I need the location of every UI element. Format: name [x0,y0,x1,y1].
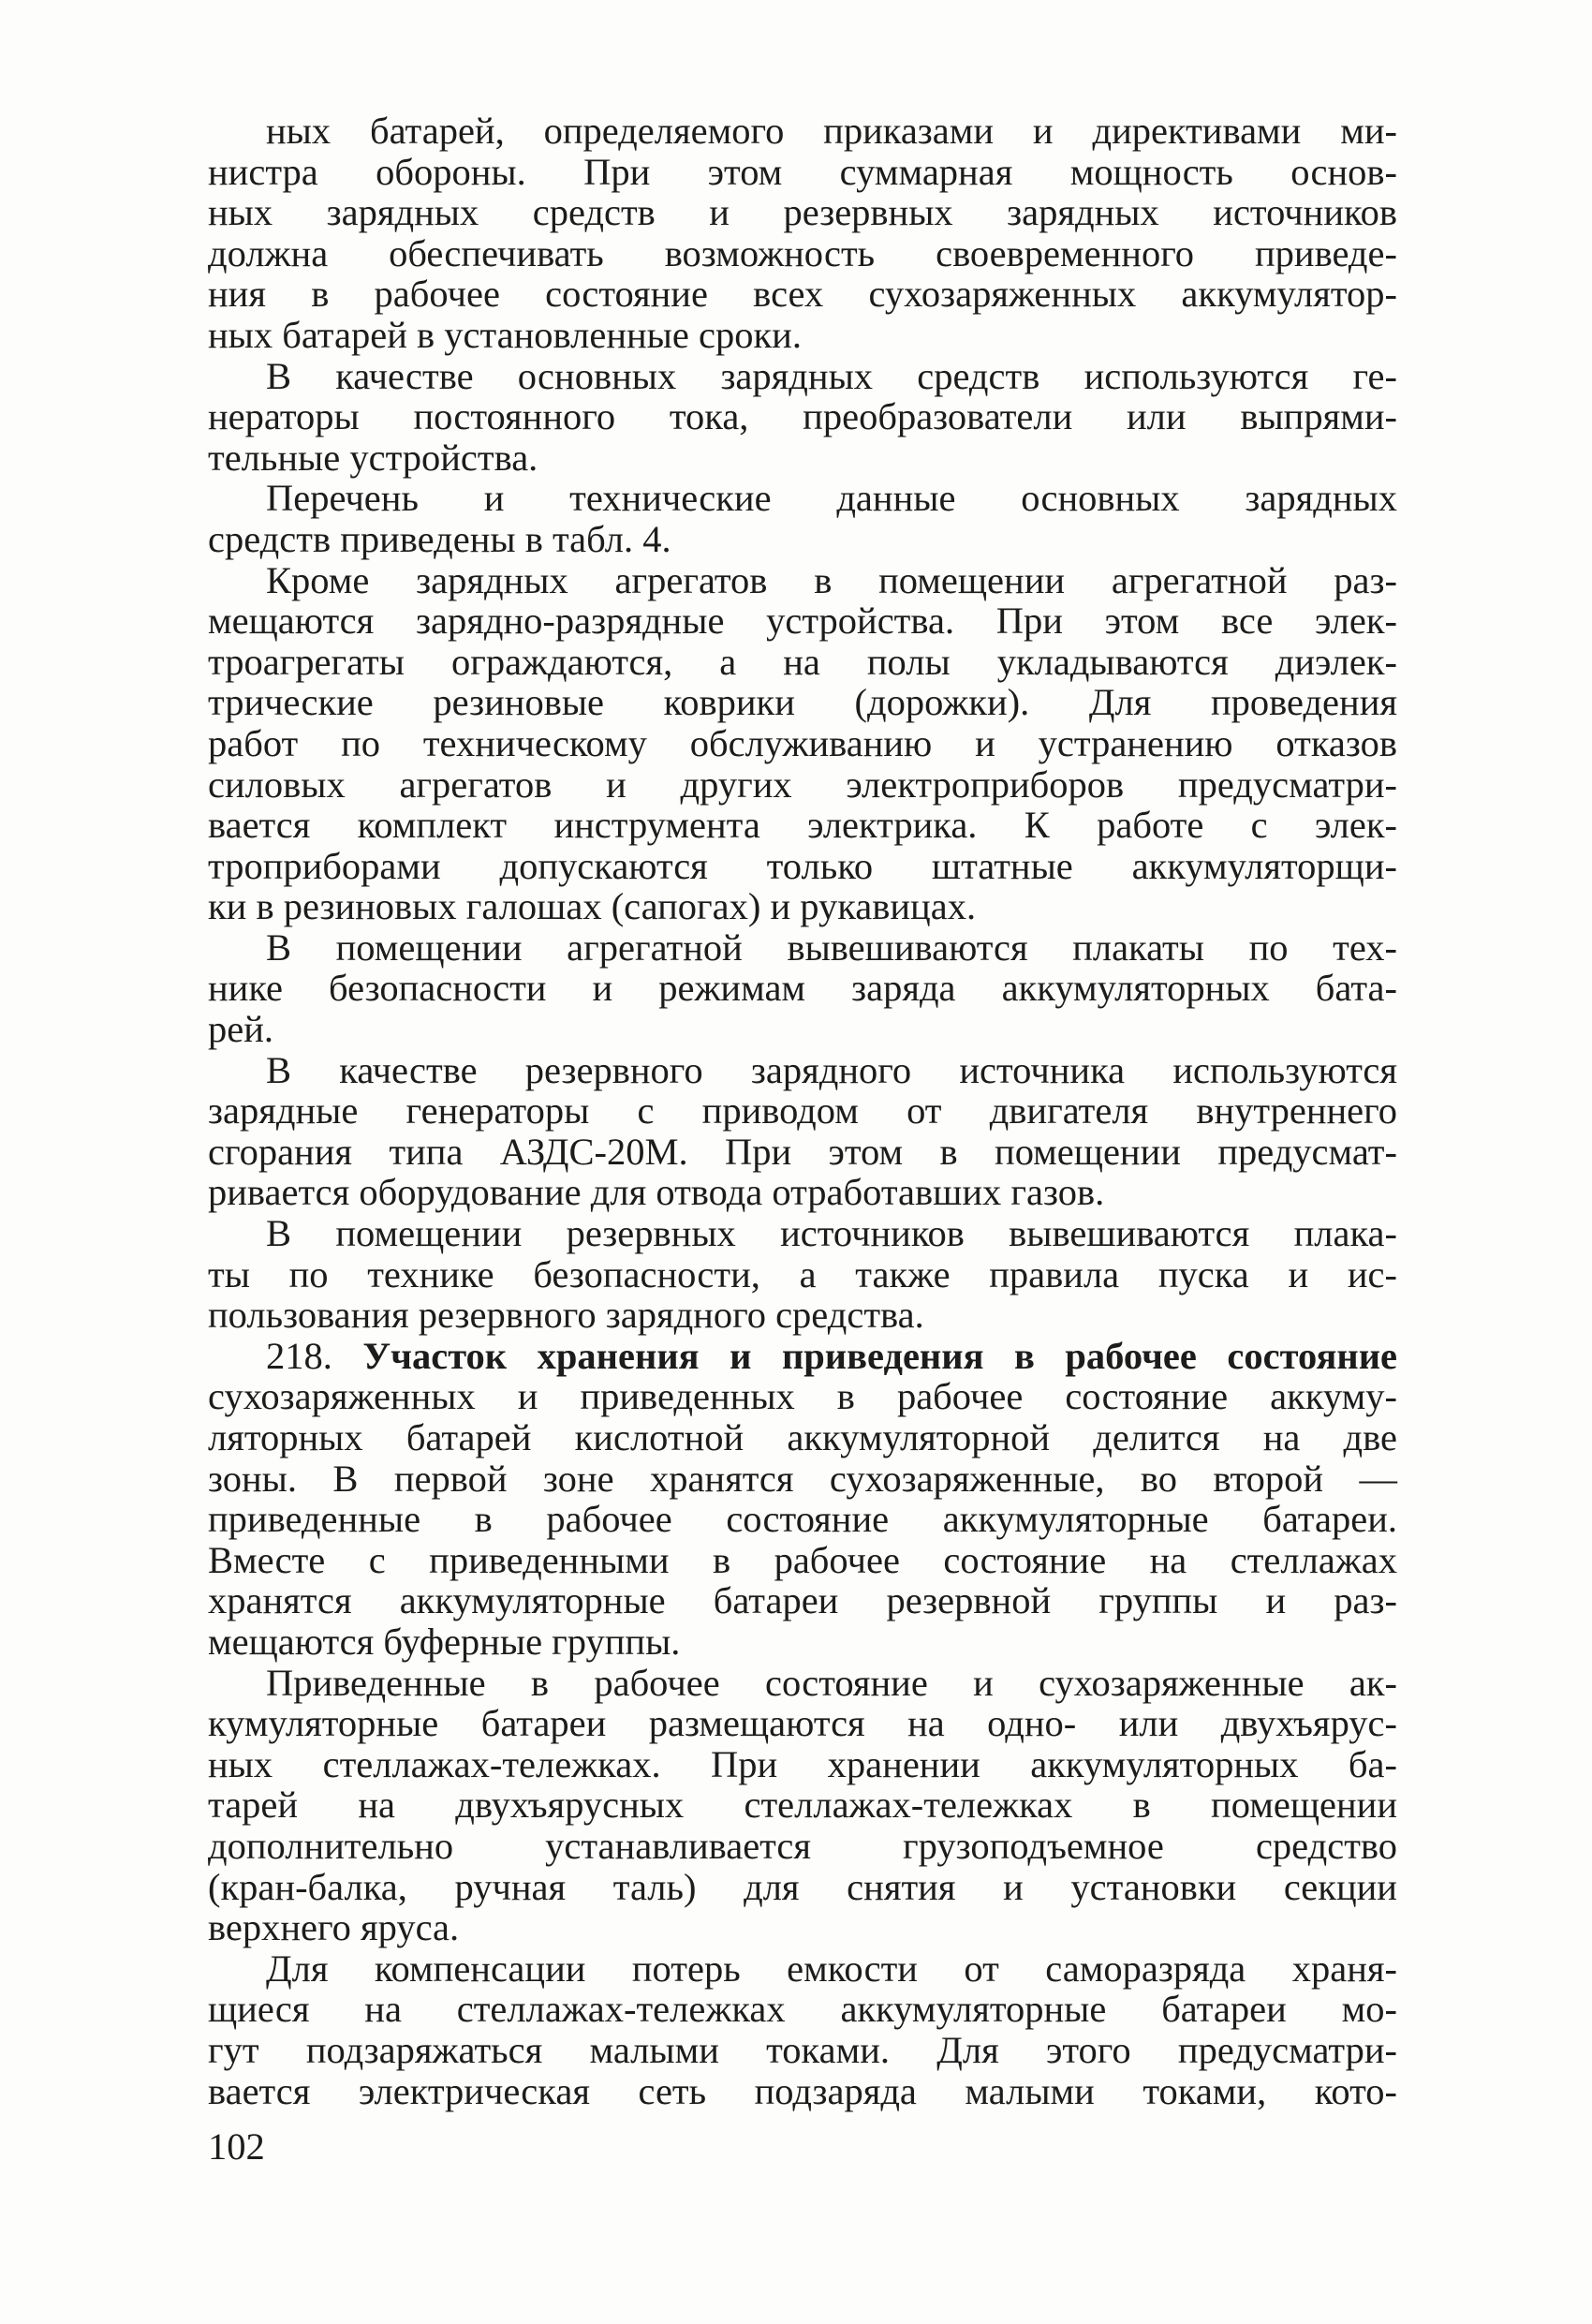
text-line: ных зарядных средств и резервных зарядных источников [208,191,1397,234]
text-line: ки в резиновых галошах (сапогах) и рукавицах. [208,885,977,928]
text-line: В качестве основных зарядных средств используются ге- [266,354,1397,397]
text-line: сгорания типа АЗДС-20М. При этом в помещении предусмат- [208,1130,1397,1173]
text-line: вается комплект инструмента электрика. К работе с элек- [208,804,1397,847]
text-line: работ по техническому обслуживанию и устранению отказов [208,721,1397,764]
text-line: нистра обороны. При этом суммарная мощность основ- [208,150,1397,193]
paragraph [208,927,1397,1050]
text-line: ных батарей, определяемого приказами и директивами ми- [266,110,1397,152]
text-line: мещаются зарядно-разрядные устройства. При этом все элек- [208,600,1397,643]
text-line: зоны. В первой зоне хранятся сухозаряженные, во второй — [208,1457,1397,1500]
text-line: дополнительно устанавливается грузоподъемное средство [208,1824,1397,1867]
text-line: ривается оборудование для отвода отработавших газов. [208,1171,1105,1214]
text-line: ния в рабочее состояние всех сухозаряженных аккумулятор- [208,273,1397,316]
text-line: приведенные в рабочее состояние аккумуляторные батареи. [208,1498,1397,1541]
text-line: зарядные генераторы с приводом от двигателя внутреннего [208,1089,1397,1132]
text-line: сухозаряженных и приведенных в рабочее состояние аккуму- [208,1375,1397,1418]
text-line: Вместе с приведенными в рабочее состояние на стеллажах [208,1538,1397,1581]
text-line: Перечень и технические данные основных зарядных [266,477,1397,520]
text-line: Приведенные в рабочее состояние и сухозаряженные ак- [266,1661,1397,1704]
text-line: средств приведены в табл. 4. [208,517,671,560]
text-line: верхнего яруса. [208,1906,460,1949]
text-line: Кроме зарядных агрегатов в помещении агрегатной раз- [266,558,1397,601]
text-line: гут подзаряжаться малыми токами. Для этого предусматри- [208,2028,1397,2071]
text-line: кумуляторные батареи размещаются на одно- или двухъярус- [208,1702,1397,1745]
text-line: щиеся на стеллажах-тележках аккумуляторные батареи мо- [208,1988,1397,2031]
text-line: трические резиновые коврики (дорожки). Для проведения [208,681,1397,724]
paragraph [208,1050,1397,1213]
paragraph [208,356,1397,479]
text-line: В помещении агрегатной вывешиваются плакаты по тех- [266,925,1397,969]
text-line: рей. [208,1008,274,1051]
text-line: мещаются буферные группы. [208,1620,681,1663]
text-line: нике безопасности и режимам заряда аккумуляторных бата- [208,967,1397,1010]
text-line: нераторы постоянного тока, преобразователи или выпрями- [208,395,1397,438]
text-line: вается электрическая сеть подзаряда малыми токами, кото- [208,2069,1397,2112]
paragraph [208,1663,1397,1948]
body-text [208,111,1397,2111]
paragraph [208,1213,1397,1336]
text-line: тельные устройства. [208,436,538,479]
text-line: силовых агрегатов и других электроприборов предусматри- [208,762,1397,806]
paragraph [208,560,1397,927]
paragraph [208,478,1397,559]
text-line: троагрегаты ограждаются, а на полы укладываются диэлек- [208,640,1397,683]
text-line: ных стеллажах-тележках. При хранении аккумуляторных ба- [208,1742,1397,1785]
paragraph [208,111,1397,356]
text-line: троприборами допускаются только штатные аккумуляторщи- [208,844,1397,887]
text-line: В качестве резервного зарядного источника используются [266,1048,1397,1091]
text-line: хранятся аккумуляторные батареи резервной группы и раз- [208,1579,1397,1622]
page-number: 102 [208,2125,265,2168]
text-line: тарей на двухъярусных стеллажах-тележках в помещении [208,1784,1397,1827]
text-line: ных батарей в установленные сроки. [208,313,802,356]
text-line: (кран-балка, ручная таль) для снятия и установки секции [208,1865,1397,1908]
text-line: должна обеспечивать возможность своевременного приведе- [208,231,1397,274]
paragraph [208,1336,1397,1663]
text-line: пользования резервного зарядного средства. [208,1294,924,1337]
text-line [208,1336,1397,1377]
text-line: Для компенсации потерь емкости от саморазряда храня- [266,1947,1397,1990]
section-number: 218. [266,1334,332,1377]
paragraph [208,1948,1397,2111]
section-heading: Участок хранения и приведения в рабочее состояние [362,1334,1398,1377]
text-line: ты по технике безопасности, а также правила пуска и ис- [208,1252,1397,1295]
text-line: В помещении резервных источников вывешиваются плака- [266,1212,1397,1255]
text-line: ляторных батарей кислотной аккумуляторной делится на две [208,1416,1397,1458]
